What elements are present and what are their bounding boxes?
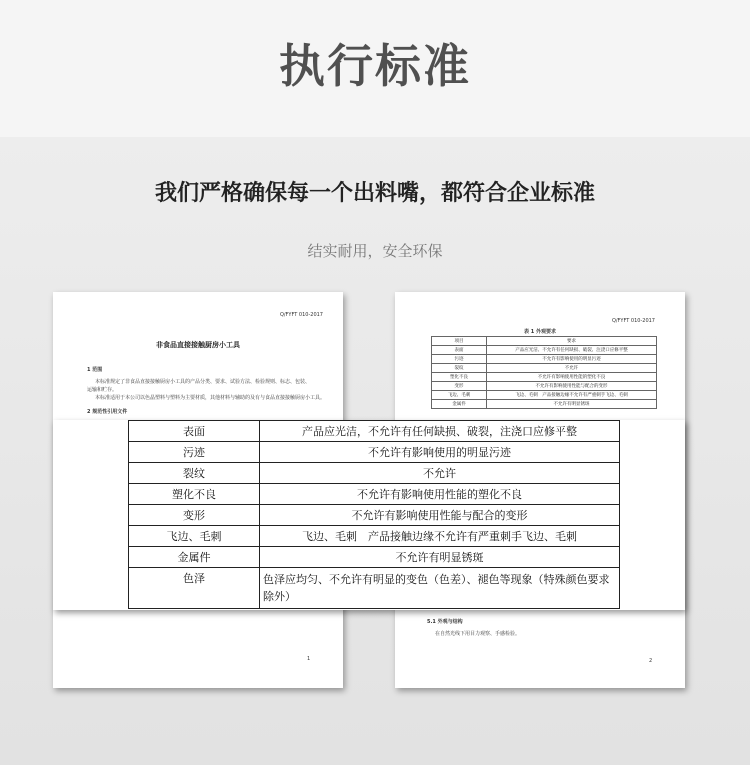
- table-cell: 飞边、毛刺: [432, 391, 487, 400]
- doc-section-heading: 5.1 外观与结构: [427, 619, 463, 625]
- table-row: [129, 526, 620, 547]
- table-cell-item: 变形: [129, 505, 260, 526]
- table-row: [432, 346, 657, 355]
- table-row: [432, 382, 657, 391]
- page-number: 1: [307, 656, 311, 662]
- table-caption: 表 1 外观要求: [524, 329, 556, 335]
- table-row: [129, 568, 620, 609]
- doc-heading-2: 2 规范性引用文件: [87, 409, 128, 415]
- table-cell: 不允许有影响使用的明显污迹: [487, 355, 657, 364]
- table-cell: 变形: [432, 382, 487, 391]
- table-cell: 污迹: [432, 355, 487, 364]
- doc-paragraph: 本标准适用于本公司以色晶塑料与塑料为主要材质，其他材料与辅助的及有与食品直接接触厨房小工具。: [95, 395, 326, 401]
- table-row: [129, 421, 620, 442]
- doc-paragraph: 运输和贮存。: [87, 387, 118, 393]
- table-cell-requirement: 不允许有影响使用性能与配合的变形: [260, 505, 620, 526]
- doc-code: Q/FYFT 010-2017: [611, 318, 655, 324]
- table-cell: 不允许有明显锈斑: [487, 400, 657, 409]
- table-cell-requirement: 不允许有影响使用性能的塑化不良: [260, 484, 620, 505]
- table-cell-requirement: 产品应光洁，不允许有任何缺损、破裂，注浇口应修平整: [260, 421, 620, 442]
- table-cell-item: 金属件: [129, 547, 260, 568]
- table-row: [432, 355, 657, 364]
- appearance-requirements-table: [128, 420, 620, 609]
- table-row: [432, 337, 657, 346]
- table-cell-item: 色泽: [129, 568, 260, 609]
- table-row: [129, 547, 620, 568]
- table-cell: 要求: [487, 337, 657, 346]
- table-row: [432, 391, 657, 400]
- section-headline: 我们严格确保每一个出料嘴，都符合企业标准: [154, 181, 595, 206]
- table-cell-requirement: 不允许有明显锈斑: [260, 547, 620, 568]
- table-cell: 裂纹: [432, 364, 487, 373]
- table-row: [129, 484, 620, 505]
- table-cell: 不允许有影响使用性能的塑化不良: [487, 373, 657, 382]
- table-cell-item: 污迹: [129, 442, 260, 463]
- table-cell-item: 飞边、毛刺: [129, 526, 260, 547]
- page-title: 执行标准: [279, 39, 471, 93]
- table-cell-requirement: 不允许有影响使用的明显污迹: [260, 442, 620, 463]
- table-cell-requirement: 不允许: [260, 463, 620, 484]
- table-cell: 不允许有影响使用性能与配合的变形: [487, 382, 657, 391]
- doc-code: Q/FYFT 010-2017: [279, 312, 323, 318]
- table-cell: 表面: [432, 346, 487, 355]
- table-cell: 项目: [432, 337, 487, 346]
- table-cell: 不允许: [487, 364, 657, 373]
- table-cell: 塑化不良: [432, 373, 487, 382]
- table-cell-requirement: 飞边、毛刺 产品接触边缘不允许有严重刺手飞边、毛刺: [260, 526, 620, 547]
- table-cell-item: 塑化不良: [129, 484, 260, 505]
- page-number: 2: [649, 658, 653, 664]
- table-row: [129, 505, 620, 526]
- doc-title: 非食品直接接触厨房小工具: [156, 341, 240, 349]
- table-row: [432, 400, 657, 409]
- table-cell: 金属件: [432, 400, 487, 409]
- table-cell-requirement: 色泽应均匀、不允许有明显的变色（色差）、褪色等现象（特殊颜色要求除外）: [260, 568, 620, 609]
- table-cell-item: 表面: [129, 421, 260, 442]
- table-cell-item: 裂纹: [129, 463, 260, 484]
- table-cell: 飞边、毛刺 产品接触边缘不允许有严重刺手飞边、毛刺: [487, 391, 657, 400]
- section-subheadline: 结实耐用，安全环保: [307, 242, 443, 260]
- table-row: [129, 442, 620, 463]
- zoomed-table-card: [53, 420, 685, 610]
- table-row: [432, 364, 657, 373]
- table-row: [129, 463, 620, 484]
- mini-requirements-table: [431, 336, 657, 409]
- doc-paragraph: 本标准规定了非食品直接接触厨房小工具的产品分类、要求、试验方法、检验规则、标志、包装、: [95, 379, 311, 385]
- doc-heading-1: 1 范围: [87, 367, 103, 373]
- doc-paragraph: 在自然光线下用目力观察、手感检验。: [435, 631, 521, 637]
- table-row: [432, 373, 657, 382]
- table-cell: 产品应光洁、不允许有任何缺损、破裂、注浇口应修平整: [487, 346, 657, 355]
